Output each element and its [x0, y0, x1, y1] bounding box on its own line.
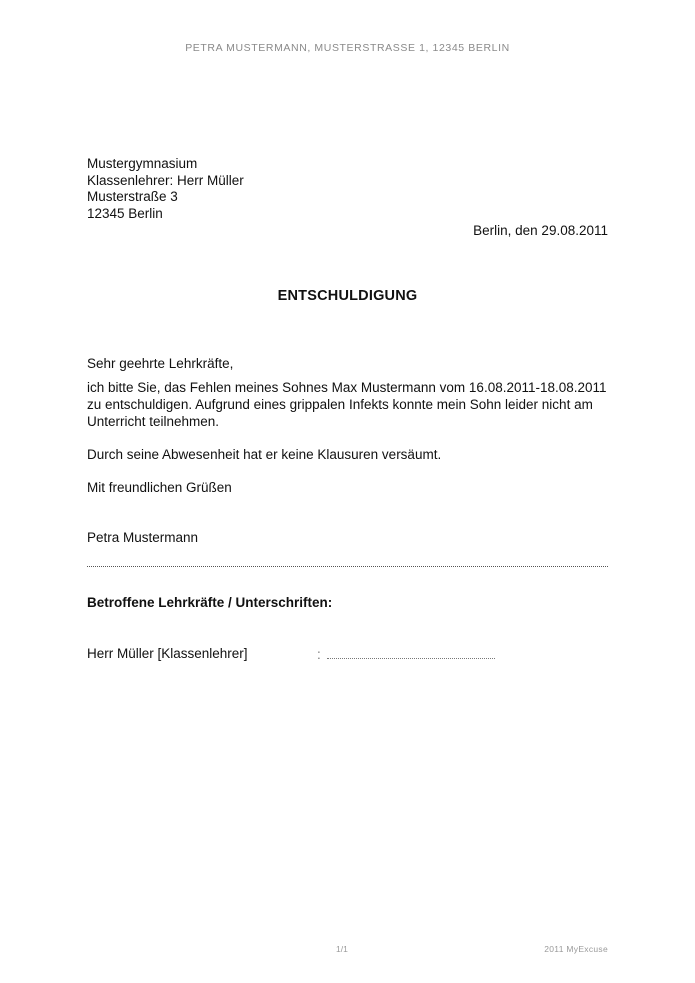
teacher-name: Herr Müller [Klassenlehrer] — [87, 646, 248, 661]
page-number: 1/1 — [336, 944, 348, 954]
recipient-city: 12345 Berlin — [87, 205, 163, 221]
signature-name: Petra Mustermann — [87, 530, 199, 545]
teachers-signatures-heading: Betroffene Lehrkräfte / Unterschriften: — [87, 595, 333, 610]
body-paragraph-exams: Durch seine Abwesenheit hat er keine Klausuren versäumt. — [87, 447, 442, 462]
letter-subject: ENTSCHULDIGUNG — [277, 288, 418, 304]
body-paragraph-excuse: ich bitte Sie, das Fehlen meines Sohnes Max Mustermann vom 16.08.2011-18.08.2011 zu entschuldigen. Aufgrund eines grippalen Infekts konnte mein Sohn leider nicht am Unterricht teilnehmen. — [87, 380, 607, 429]
signature-dotted-line — [327, 646, 495, 659]
recipient-address — [87, 156, 244, 222]
recipient-attention: Klassenlehrer: Herr Müller — [87, 172, 244, 188]
teacher-signature-field — [317, 646, 495, 662]
dotted-divider — [87, 566, 608, 567]
salutation: Sehr geehrte Lehrkräfte, — [87, 356, 234, 371]
sender-address-line: PETRA MUSTERMANN, MUSTERSTRASSE 1, 12345 BERLIN — [185, 42, 510, 54]
footer-copyright: 2011 MyExcuse — [544, 944, 608, 954]
recipient-street: Musterstraße 3 — [87, 189, 178, 204]
place-and-date: Berlin, den 29.08.2011 — [473, 223, 608, 238]
signature-separator: : — [317, 647, 321, 662]
recipient-school: Mustergymnasium — [87, 156, 198, 171]
closing-phrase: Mit freundlichen Grüßen — [87, 480, 232, 495]
